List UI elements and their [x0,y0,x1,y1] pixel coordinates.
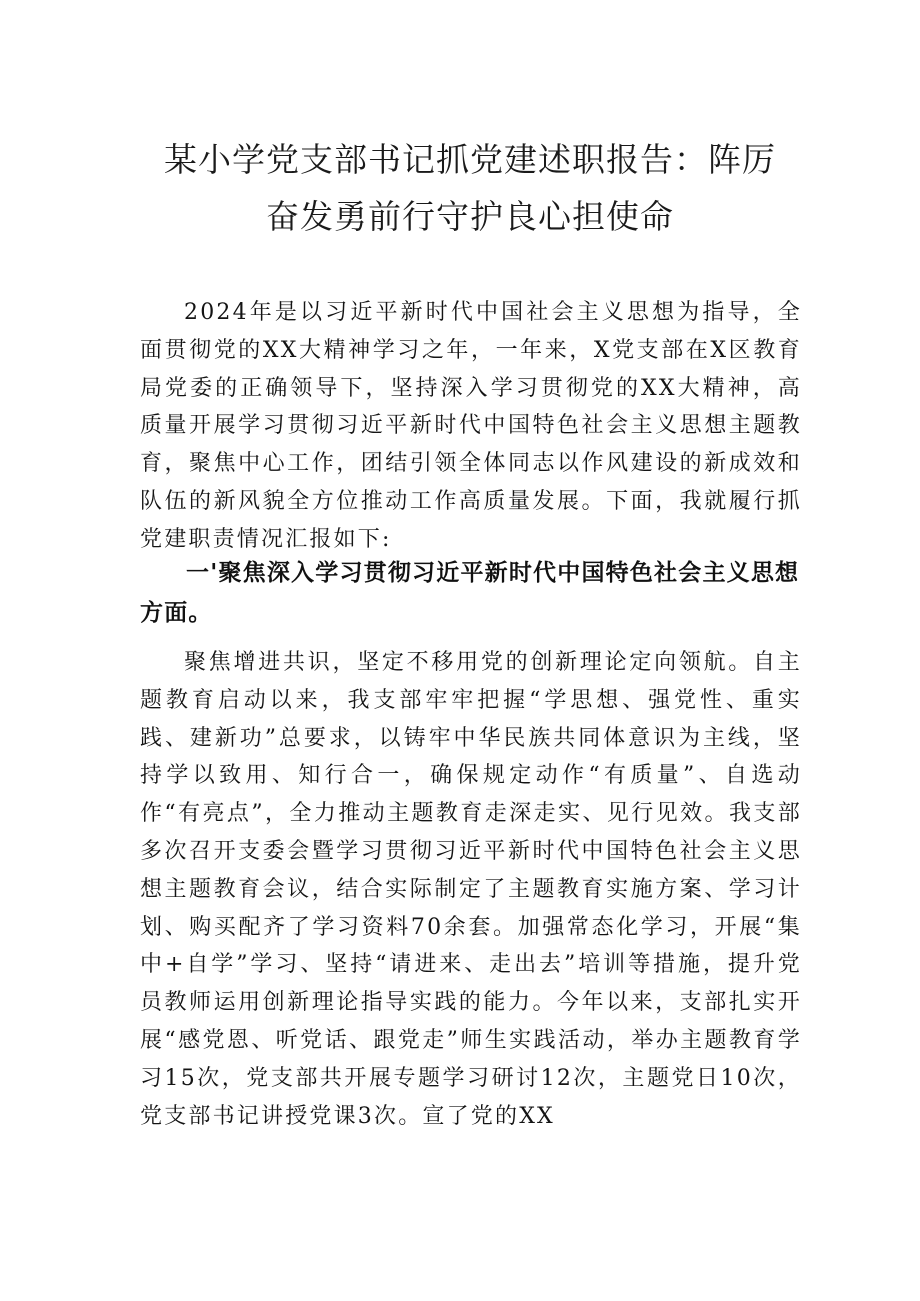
section-1-heading: 一'聚焦深入学习贯彻习近平新时代中国特色社会主义思想方面。 [140,560,800,626]
document-title-line-2: 奋发勇前行守护良心担使命 [266,197,674,236]
intro-paragraph: 2024年是以习近平新时代中国社会主义思想为指导，全面贯彻党的XX大精神学习之年，一年来，X党支部在X区教育局党委的正确领导下，坚持深入学习贯彻党的XX大精神，高质量开展学习贯彻习近平新时代中国特色社会主义思想主题教育，聚焦中心工作，团结引领全体同志以作风建设的新成效和队伍的新风貌全方位推动工作高质量发展。下面，我就履行抓党建职责情况汇报如下: [140,300,802,552]
section-1-paragraph: 聚焦增进共识，坚定不移用党的创新理论定向领航。自主题教育启动以来，我支部牢牢把握“学思想、强党性、重实践、建新功”总要求，以铸牢中华民族共同体意识为主线，坚持学以致用、知行合一，确保规定动作“有质量”、自选动作“有亮点”，全力推动主题教育走深走实、见行见效。我支部多次召开支委会暨学习贯彻习近平新时代中国特色社会主义思想主题教育会议，结合实际制定了主题教育实施方案、学习计划、购买配齐了学习资料70余套。加强常态化学习，开展“集中+自学”学习、坚持“请进来、走出去”培训等措施，提升党员教师运用创新理论指导实践的能力。今年以来，支部扎实开展“感党恩、听党话、跟党走”师生实践活动，举办主题教育学习15次，党支部共开展专题学习研讨12次，主题党日10次，党支部书记讲授党课3次。宣了党的XX [140,650,802,1129]
document-title-line-1: 某小学党支部书记抓党建述职报告：阵厉 [164,140,776,179]
